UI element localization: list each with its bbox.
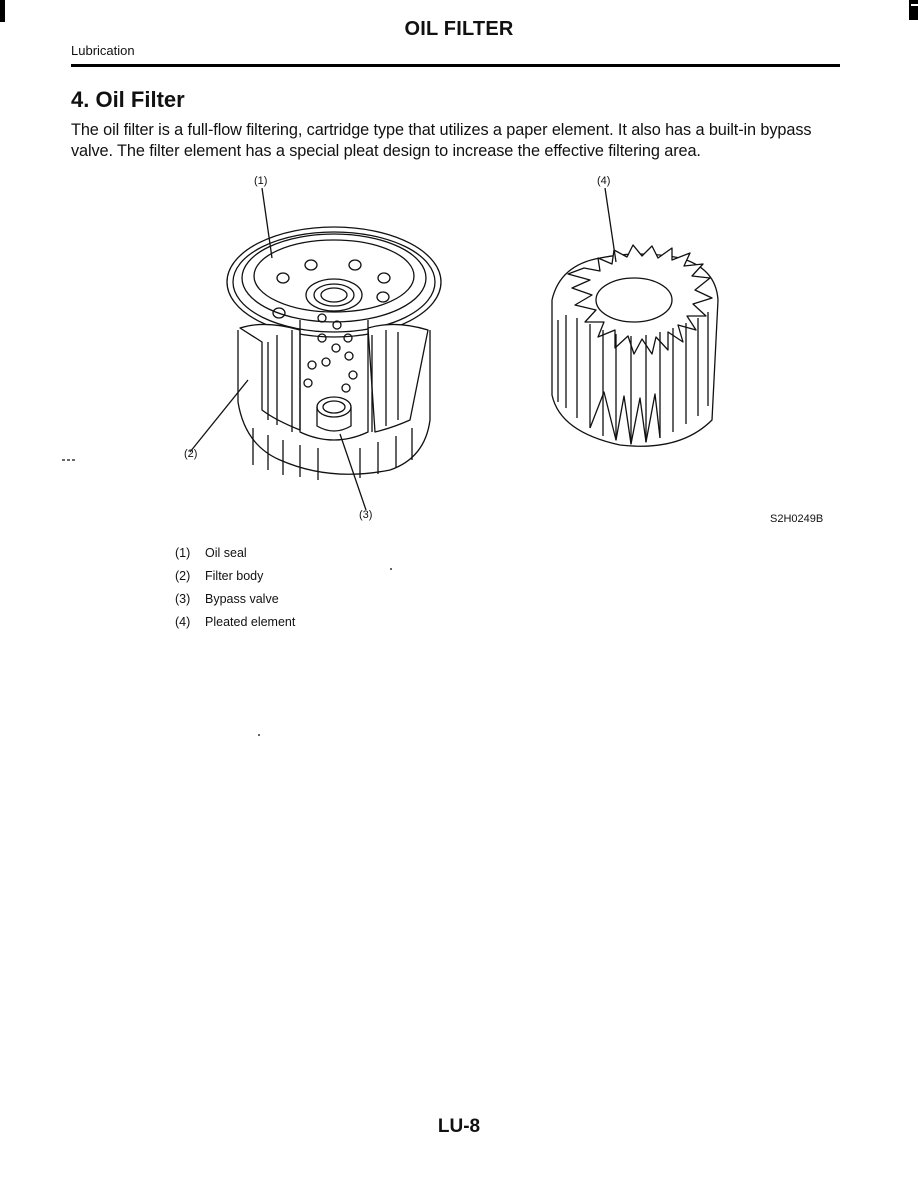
legend-number: (2)	[175, 569, 191, 583]
legend-label: Filter body	[205, 569, 264, 583]
parts-legend	[175, 546, 295, 638]
legend-item	[175, 569, 295, 592]
legend-number: (3)	[175, 592, 191, 606]
callout-oil-seal: (1)	[254, 175, 268, 187]
callout-pleated-element: (4)	[597, 175, 611, 187]
legend-item	[175, 546, 295, 569]
description-paragraph: The oil filter is a full-flow filtering, cartridge type that utilizes a paper element. It also has a built-in bypass valve. The filter element has a special pleat design to increase the effective filtering area.	[71, 121, 812, 160]
page-edge-mark-right	[909, 0, 918, 20]
callout-bypass-valve: (3)	[359, 509, 373, 521]
legend-number: (1)	[175, 546, 191, 560]
page-number: LU-8	[437, 1116, 481, 1137]
section-label: Lubrication	[71, 43, 135, 58]
callout-filter-body: (2)	[184, 448, 198, 460]
page-title: OIL FILTER	[404, 18, 514, 40]
legend-item	[175, 592, 295, 615]
oil-filter-illustration	[0, 170, 918, 530]
pleated-element-drawing	[552, 188, 718, 446]
scan-speck	[390, 568, 392, 570]
oil-filter-figure	[0, 170, 918, 530]
scan-speck	[258, 734, 260, 736]
legend-label: Oil seal	[205, 546, 247, 560]
legend-number: (4)	[175, 615, 191, 629]
legend-label: Bypass valve	[205, 592, 279, 606]
legend-item	[175, 615, 295, 638]
legend-label: Pleated element	[205, 615, 296, 629]
header-rule	[71, 64, 840, 67]
filter-cutaway-drawing	[190, 188, 441, 510]
section-heading: 4. Oil Filter	[71, 87, 185, 112]
figure-code: S2H0249B	[770, 513, 824, 525]
